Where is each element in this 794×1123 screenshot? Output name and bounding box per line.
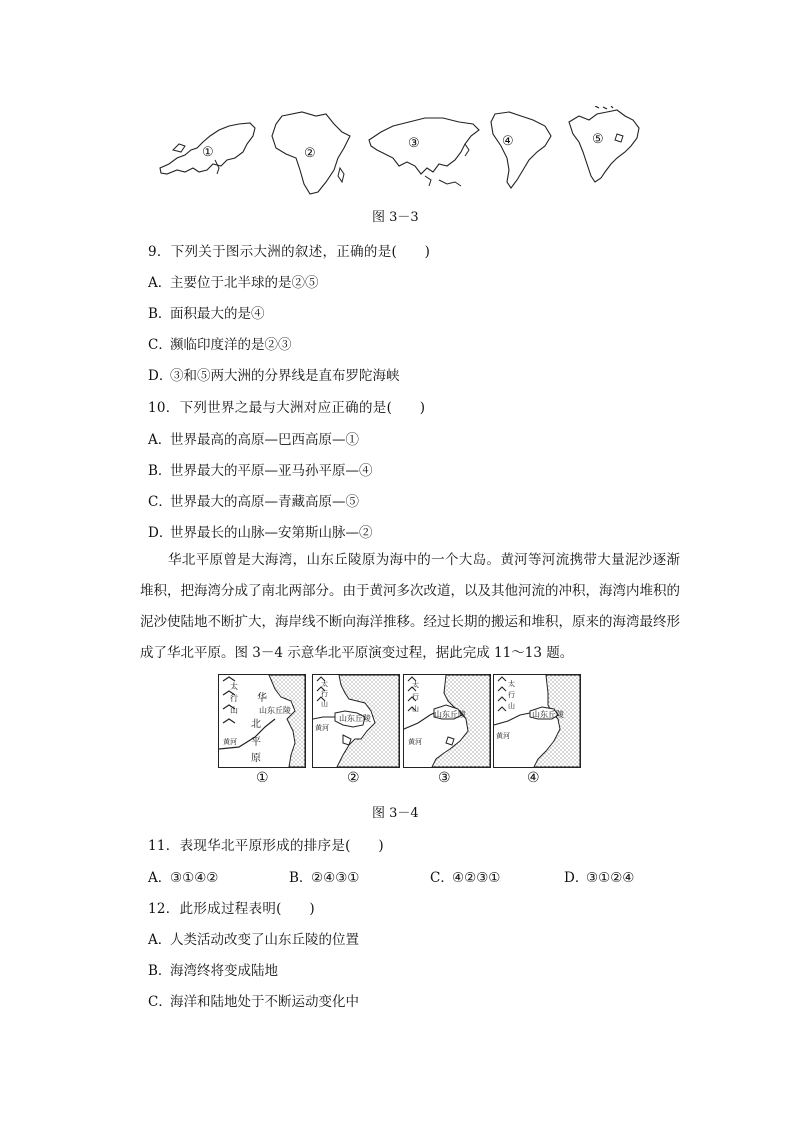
q9-option-b-letter: B．: [148, 306, 172, 322]
question-9-stem: 9．下列关于图示大洲的叙述，正确的是( ): [148, 244, 431, 260]
continent-label-2: ②: [304, 146, 316, 161]
q9-option-c: [148, 333, 292, 353]
map1-river: 黄河: [223, 738, 237, 746]
q10-option-c-letter: C．: [148, 494, 172, 510]
north-america-map: [565, 106, 645, 192]
map3-river: 黄河: [408, 738, 422, 746]
map1-taihang: 太行山: [230, 682, 238, 715]
evolution-map-2: [312, 674, 400, 768]
continent-label-5: ⑤: [592, 132, 604, 147]
q11-option-a-text: ③①④②: [170, 870, 219, 886]
q10-option-a-text: 世界最高的高原—巴西高原—①: [170, 432, 359, 448]
q9-option-a-text: 主要位于北半球的是②⑤: [170, 275, 319, 291]
map-number-4: ④: [527, 770, 540, 786]
map1-plain-char-1: 华: [257, 693, 267, 704]
q11-option-c-letter: C．: [430, 870, 454, 886]
q11-option-d-letter: D．: [564, 870, 589, 886]
q12-option-b-text: 海湾终将变成陆地: [170, 963, 278, 979]
q11-option-c-text: ④②③①: [452, 870, 501, 886]
q12-option-c: [148, 990, 359, 1010]
q12-option-a-text: 人类活动改变了山东丘陵的位置: [170, 932, 359, 948]
map-number-1: ①: [256, 770, 269, 786]
continent-label-4: ④: [502, 134, 514, 149]
question-11-stem: 11．表现华北平原形成的排序是( ): [148, 838, 384, 854]
q10-option-a: [148, 428, 359, 448]
map4-taihang: 太行山: [508, 680, 515, 710]
q10-option-c: [148, 490, 359, 510]
q10-option-d: [148, 521, 373, 541]
q11-option-a-letter: A．: [148, 870, 172, 886]
q9-option-a-letter: A．: [148, 275, 172, 291]
map-number-2: ②: [347, 770, 360, 786]
q11-option-c: [430, 866, 500, 886]
q9-option-b: [148, 302, 265, 322]
evolution-map-1: [218, 674, 306, 768]
q10-option-b-letter: B．: [148, 463, 172, 479]
south-america-map: [485, 110, 555, 192]
q12-option-c-letter: C．: [148, 994, 172, 1010]
map2-river: 黄河: [315, 724, 329, 732]
continent-label-1: ①: [202, 145, 214, 160]
continent-label-3: ③: [408, 136, 420, 151]
map3-shandong: 山东丘陵: [434, 710, 466, 719]
q10-option-a-letter: A．: [148, 432, 172, 448]
q11-option-d: [564, 866, 634, 886]
q10-option-d-text: 世界最长的山脉—安第斯山脉—②: [170, 525, 373, 541]
q10-option-b: [148, 459, 373, 479]
passage: [140, 545, 680, 669]
map1-plain-char-4: 原: [251, 753, 261, 764]
map-number-3: ③: [438, 770, 451, 786]
q9-option-c-text: 濒临印度洋的是②③: [170, 337, 292, 353]
q11-option-b-text: ②④③①: [311, 870, 360, 886]
q12-option-c-text: 海洋和陆地处于不断运动变化中: [170, 994, 359, 1010]
q12-option-a: [148, 928, 359, 948]
evolution-map-4: [493, 674, 581, 768]
question-10-stem: 10．下列世界之最与大洲对应正确的是( ): [148, 400, 426, 416]
question-12-stem: 12．此形成过程表明( ): [148, 901, 315, 917]
asia-map: [365, 114, 483, 194]
q9-option-d-letter: D．: [148, 368, 173, 384]
evolution-map-3: [403, 674, 491, 768]
map1-plain-char-3: 平: [251, 737, 261, 748]
q11-option-b-letter: B．: [289, 870, 313, 886]
figure-3-3: [150, 100, 650, 200]
map4-river: 黄河: [496, 732, 510, 740]
q9-option-a: [148, 271, 319, 291]
passage-text: 华北平原曾是大海湾，山东丘陵原为海中的一个大岛。黄河等河流携带大量泥沙逐渐堆积，把海湾分成了南北两部分。由于黄河多次改道，以及其他河流的冲积，海湾内堆积的泥沙使陆地不断扩大，海岸线不断向海洋推移。经过长期的搬运和堆积，原来的海湾最终形成了华北平原。图 3－4 示意华北平原演变过程，据此完成 11～13 题。: [140, 552, 680, 661]
map1-shandong: 山东丘陵: [259, 706, 291, 715]
q9-option-c-letter: C．: [148, 337, 172, 353]
map3-taihang: 太行山: [412, 681, 419, 713]
map2-taihang: 太行山: [321, 680, 328, 708]
q10-option-c-text: 世界最大的高原—青藏高原—⑤: [170, 494, 359, 510]
q9-option-d-text: ③和⑤两大洲的分界线是直布罗陀海峡: [170, 368, 400, 384]
q11-option-b: [289, 866, 359, 886]
q12-option-b-letter: B．: [148, 963, 172, 979]
map4-shandong: 山东丘陵: [532, 710, 564, 719]
map2-shandong: 山东丘陵: [339, 714, 371, 723]
q10-option-b-text: 世界最大的平原—亚马孙平原—④: [170, 463, 373, 479]
figure-3-4-caption: 图 3－4: [372, 806, 419, 821]
map1-plain-char-2: 北: [251, 719, 261, 730]
q12-option-a-letter: A．: [148, 932, 172, 948]
q10-option-d-letter: D．: [148, 525, 173, 541]
q11-option-a: [148, 866, 218, 886]
figure-3-3-caption: 图 3－3: [372, 210, 419, 225]
q12-option-b: [148, 959, 278, 979]
q9-option-d: [148, 364, 400, 384]
q9-option-b-text: 面积最大的是④: [170, 306, 265, 322]
q11-option-d-text: ③①②④: [586, 870, 635, 886]
